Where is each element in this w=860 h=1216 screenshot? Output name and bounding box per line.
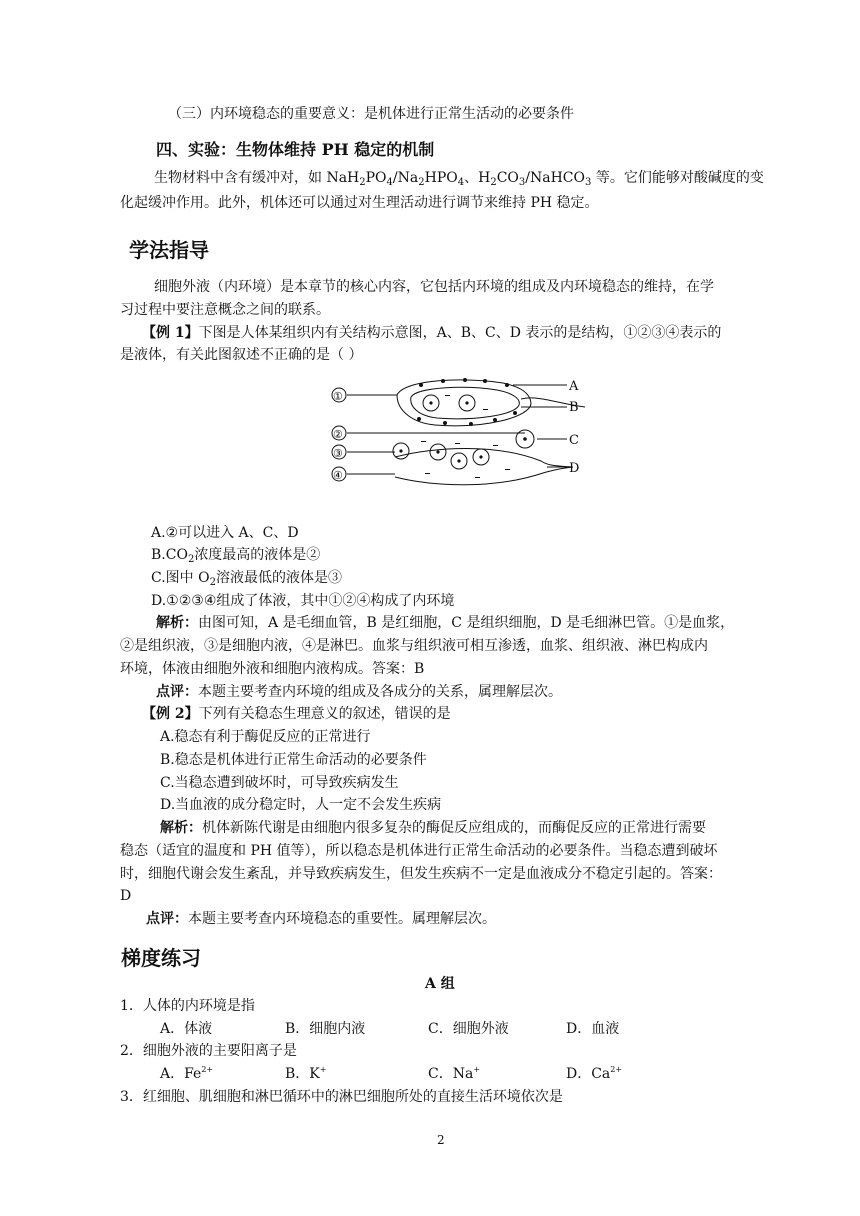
q2-option-d: D．$Ca^{2+}$	[566, 1065, 623, 1082]
example2-option-a: A.稳态有利于酶促反应的正常进行	[160, 729, 371, 745]
q1-option-c: C．细胞外液	[428, 1021, 509, 1037]
example2-comment: 点评：本题主要考查内环境稳态的重要性。属理解层次。	[146, 911, 496, 927]
q2-option-a: A．$Fe^{2+}$	[160, 1065, 214, 1082]
intro-line1: 细胞外液（内环境）是本章节的核心内容，它包括内环境的组成及内环境稳态的维持，在学	[154, 279, 714, 295]
example1-analysis-line3: 环境，体液由细胞外液和细胞内液构成。答案：B	[120, 661, 425, 677]
q1-stem: 1．人体的内环境是指	[120, 998, 255, 1014]
fig-letter-D: D	[569, 461, 580, 476]
example2-analysis-line2: 稳态（适宜的温度和 PH 值等），所以稳态是机体进行正常生命活动的必要条件。当稳态遭到破坏	[120, 843, 718, 859]
example1-analysis-line1: 解析：由图可知，A 是毛细血管，B 是红细胞，C 是组织细胞，D 是毛细淋巴管。①是血浆，	[156, 615, 735, 631]
fig-num-3: ③	[333, 447, 343, 460]
example1-option-a: A.②可以进入 A、C、D	[151, 525, 299, 541]
example1-analysis-line2: ②是组织液，③是细胞内液，④是淋巴。血浆与组织液可相互渗透，血浆、组织液、淋巴构成内	[120, 638, 708, 654]
q2-option-b: B．K+	[285, 1065, 327, 1082]
example1-question-line2: 是液体，有关此图叙述不正确的是（ ）	[120, 347, 363, 363]
fig-letter-C: C	[569, 433, 579, 448]
q1-option-d: D．血液	[566, 1021, 620, 1037]
heading-study-guide: 学法指导	[129, 238, 209, 262]
example2-analysis-line3: 时，细胞代谢会发生紊乱，并导致疾病发生，但发生疾病不一定是血液成分不稳定引起的。答案：	[120, 866, 722, 882]
sec3-line: （三）内环境稳态的重要意义：是机体进行正常生活动的必要条件	[168, 106, 574, 122]
example2-analysis-line1: 解析：机体新陈代谢是由细胞内很多复杂的酶促反应组成的，而酶促反应的正常进行需要	[160, 820, 706, 836]
sec4-title: 四、实验：生物体维持 PH 稳定的机制	[156, 140, 435, 159]
example1-option-b: $B.CO_2$浓度最高的液体是②	[151, 547, 321, 565]
group-a-title: A 组	[425, 976, 455, 992]
example1-comment: 点评：本题主要考查内环境的组成及各成分的关系，属理解层次。	[156, 684, 562, 700]
heading-practice: 梯度练习	[121, 946, 201, 970]
page-number: 2	[437, 1133, 445, 1147]
tissue-structure-diagram	[325, 373, 585, 491]
lymph-vessel	[395, 449, 573, 485]
q1-option-b: B．细胞内液	[285, 1021, 366, 1037]
q2-stem: 2．细胞外液的主要阳离子是	[120, 1043, 297, 1059]
example2-option-d: D.当血液的成分稳定时，人一定不会发生疾病	[160, 797, 442, 813]
example2-option-c: C.当稳态遭到破坏时，可导致疾病发生	[160, 775, 399, 791]
example1-question-line1: 【例 1】下图是人体某组织内有关结构示意图，A、B、C、D 表示的是结构，①②③④表示的	[142, 325, 722, 341]
example2-option-b: B.稳态是机体进行正常生命活动的必要条件	[160, 752, 427, 768]
q2-option-c: C．Na+	[428, 1065, 481, 1082]
q1-option-a: A．体液	[160, 1021, 213, 1037]
fig-num-1: ①	[333, 390, 343, 403]
fig-num-4: ④	[333, 469, 343, 482]
example2-question: 【例 2】下列有关稳态生理意义的叙述，错误的是	[142, 706, 451, 722]
example2-analysis-line4: D	[120, 888, 132, 904]
fig-letter-B: B	[569, 400, 579, 415]
intro-line2: 习过程中要注意概念之间的联系。	[120, 302, 330, 318]
q3-stem: 3．红细胞、肌细胞和淋巴循环中的淋巴细胞所处的直接生活环境依次是	[120, 1089, 563, 1105]
capillary-inner-wall	[411, 387, 520, 418]
example1-option-d: D.①②③④组成了体液，其中①②④构成了内环境	[151, 593, 455, 609]
buffer-para-line2: 化起缓冲作用。此外，机体还可以通过对生理活动进行调节来维持 PH 稳定。	[120, 195, 599, 211]
buffer-para-line1: 生物材料中含有缓冲对，如 $NaH_2PO_4/Na_2HPO_4$、$H_2CO_3/NaHCO_3$ 等。它们能够对酸碱度的变	[154, 170, 764, 188]
fig-letter-A: A	[569, 379, 579, 394]
example1-option-c: C.图中 $O_2$溶液最低的液体是③	[151, 570, 342, 588]
fig-num-2: ②	[333, 428, 343, 441]
